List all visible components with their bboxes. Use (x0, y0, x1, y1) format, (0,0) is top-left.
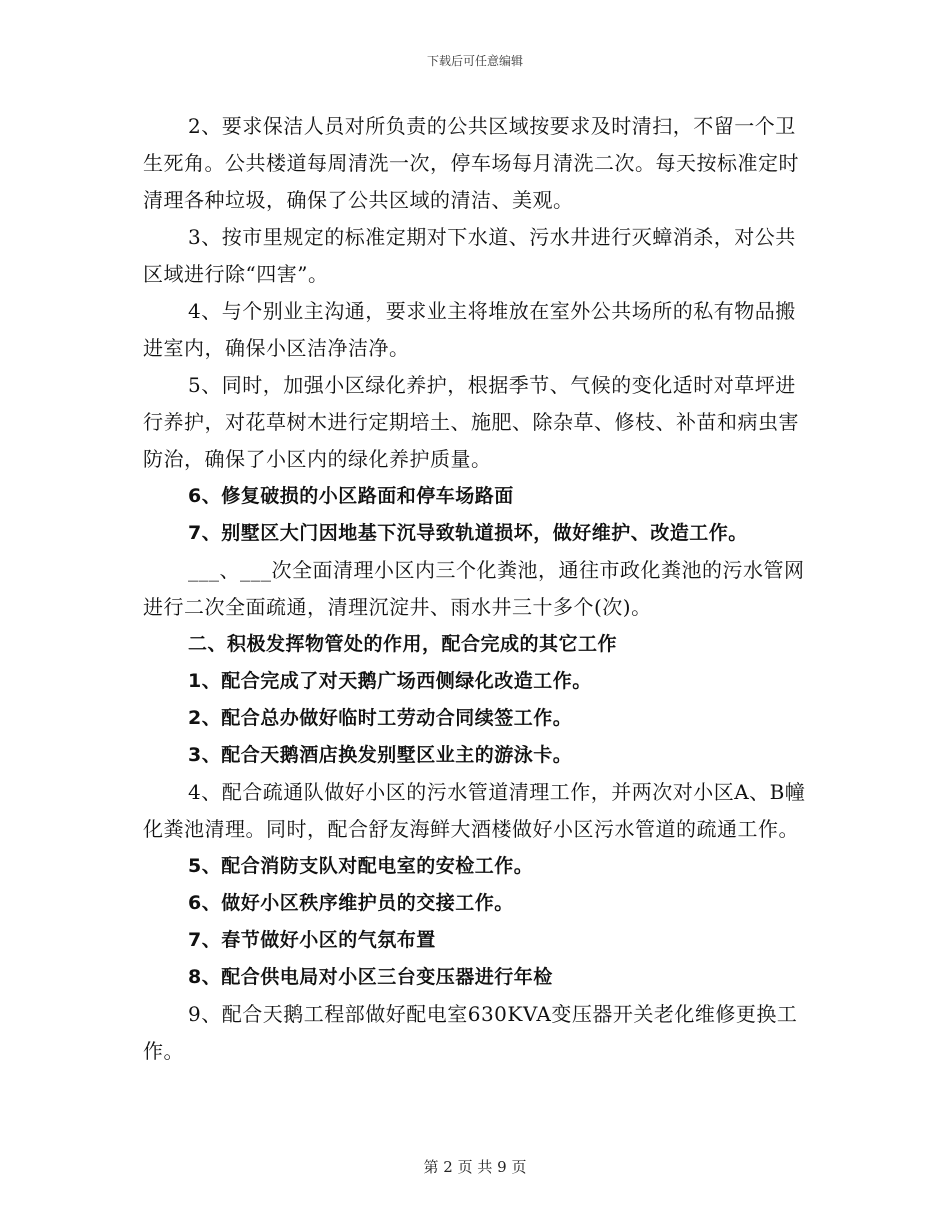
paragraph-17: 9、配合天鹅工程部做好配电室630KVA变压器开关老化维修更换工作。 (143, 1002, 798, 1063)
paragraph-4: 5、同时，加强小区绿化养护，根据季节、气候的变化适时对草坪进行养护，对花草树木进行定期培土、施肥、除杂草、修枝、补苗和病虫害防治，确保了小区内的绿化养护质量。 (143, 373, 799, 471)
paragraph-3: 4、与个别业主沟通，要求业主将堆放在室外公共场所的私有物品搬进室内，确保小区洁净洁净。 (143, 299, 796, 360)
paragraph-6: 7、别墅区大门因地基下沉导致轨道损坏，做好维护、改造工作。 (188, 522, 748, 544)
section-heading: 二、积极发挥物管处的作用，配合完成的其它工作 (188, 633, 618, 655)
page-number: 第 2 页 共 9 页 (423, 1158, 527, 1176)
paragraph-9: 1、配合完成了对天鹅广场西侧绿化改造工作。 (188, 670, 592, 692)
paragraph-11: 3、配合天鹅酒店换发别墅区业主的游泳卡。 (188, 744, 573, 766)
page-header: 下载后可任意编辑 (426, 54, 523, 68)
paragraph-15: 7、春节做好小区的气氛布置 (188, 929, 436, 951)
paragraph-12: 4、配合疏通队做好小区的污水管道清理工作，并两次对小区A、B幢化粪池清理。同时，配合舒友海鲜大酒楼做好小区污水管道的疏通工作。 (143, 780, 806, 841)
paragraph-1: 2、要求保洁人员对所负责的公共区域按要求及时清扫，不留一个卫生死角。公共楼道每周清洗一次，停车场每月清洗二次。每天按标准定时清理各种垃圾，确保了公共区域的清洁、美观。 (143, 114, 799, 212)
paragraph-16: 8、配合供电局对小区三台变压器进行年检 (188, 966, 553, 988)
paragraph-7: ___、___次全面清理小区内三个化粪池，通往市政化粪池的污水管网进行二次全面疏通，清理沉淀井、雨水井三十多个(次)。 (143, 558, 805, 619)
document-body (143, 108, 808, 1070)
paragraph-10: 2、配合总办做好临时工劳动合同续签工作。 (188, 707, 573, 729)
paragraph-2: 3、按市里规定的标准定期对下水道、污水井进行灭蟑消杀，对公共区域进行除“四害”。 (143, 225, 796, 286)
paragraph-13: 5、配合消防支队对配电室的安检工作。 (188, 855, 534, 877)
paragraph-5: 6、修复破损的小区路面和停车场路面 (188, 485, 514, 507)
paragraph-14: 6、做好小区秩序维护员的交接工作。 (188, 892, 514, 914)
